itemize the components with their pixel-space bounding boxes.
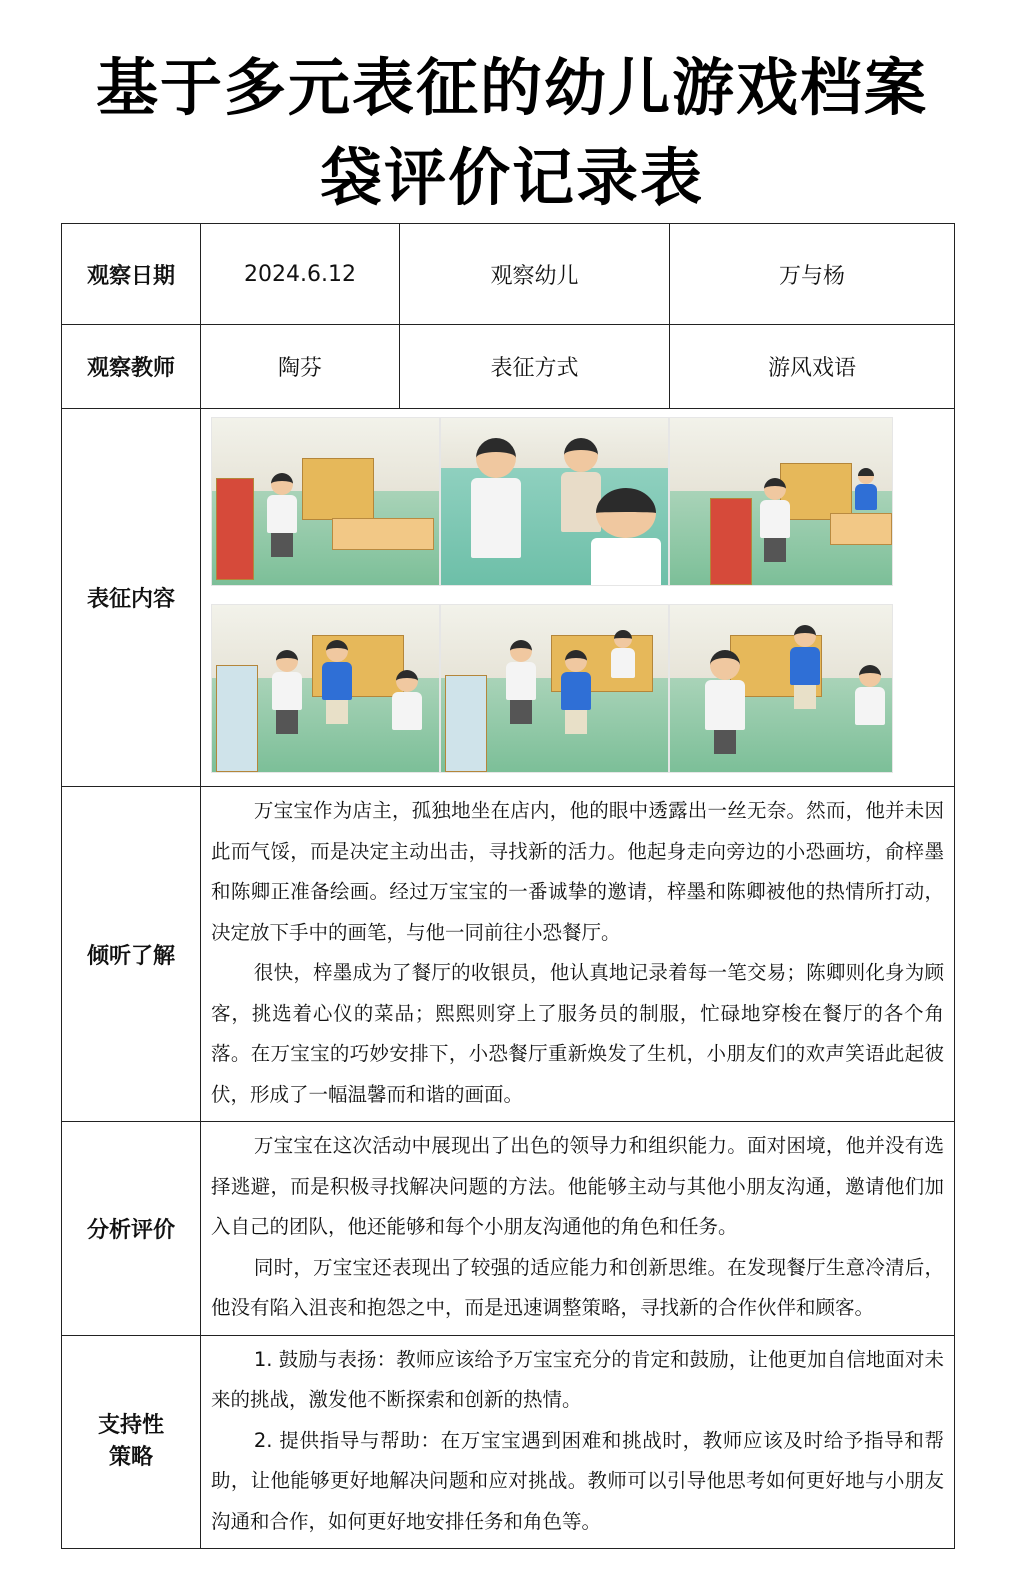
photo-6 (669, 604, 893, 773)
row-date (62, 224, 955, 325)
support-label (62, 1335, 201, 1549)
listening-text (201, 787, 955, 1122)
method-value: 游风戏语 (670, 325, 955, 409)
support-paragraph-1: 1. 鼓励与表扬：教师应该给予万宝宝充分的肯定和鼓励，让他更加自信地面对未来的挑战，激发他不断探索和创新的热情。 (211, 1347, 944, 1411)
photo-3 (669, 417, 893, 586)
row-teacher (62, 325, 955, 409)
page-title-line1: 基于多元表征的幼儿游戏档案 (95, 51, 928, 124)
photo-cell (201, 409, 955, 787)
date-value: 2024.6.12 (201, 224, 400, 325)
photo-5 (440, 604, 669, 773)
analysis-paragraph-2: 同时，万宝宝还表现出了较强的适应能力和创新思维。在发现餐厅生意冷清后，他没有陷入沮丧和抱怨之中，而是迅速调整策略，寻找新的合作伙伴和顾客。 (211, 1255, 944, 1319)
row-representation (62, 409, 955, 787)
method-label: 表征方式 (400, 325, 670, 409)
photo-1 (211, 417, 440, 586)
page-title-line2: 袋评价记录表 (319, 141, 704, 214)
listening-paragraph-2: 很快，梓墨成为了餐厅的收银员，他认真地记录着每一笔交易；陈卿则化身为顾客，挑选着心仪的菜品；熙熙则穿上了服务员的制服，忙碌地穿梭在餐厅的各个角落。在万宝宝的巧妙安排下，小恐餐厅重新焕发了生机，小朋友们的欢声笑语此起彼伏，形成了一幅温馨而和谐的画面。 (211, 961, 944, 1106)
listening-label: 倾听了解 (62, 787, 201, 1122)
teacher-value: 陶芬 (201, 325, 400, 409)
photo-2 (440, 417, 669, 586)
photo-grid (201, 409, 954, 782)
photo-4 (211, 604, 440, 773)
teacher-label: 观察教师 (62, 325, 201, 409)
child-label: 观察幼儿 (400, 224, 670, 325)
representation-label: 表征内容 (62, 409, 201, 787)
support-label-line2: 策略 (108, 1444, 153, 1470)
row-support (62, 1335, 955, 1549)
child-value: 万与杨 (670, 224, 955, 325)
support-paragraph-2: 2. 提供指导与帮助：在万宝宝遇到困难和挑战时，教师应该及时给予指导和帮助，让他能够更好地解决问题和应对挑战。教师可以引导他思考如何更好地与小朋友沟通和合作，如何更好地安排任务和角色等。 (211, 1428, 944, 1533)
date-label: 观察日期 (62, 224, 201, 325)
row-analysis (62, 1122, 955, 1336)
analysis-paragraph-1: 万宝宝在这次活动中展现出了出色的领导力和组织能力。面对困境，他并没有选择逃避，而是积极寻找解决问题的方法。他能够主动与其他小朋友沟通，邀请他们加入自己的团队，他还能够和每个小朋友沟通他的角色和任务。 (211, 1134, 944, 1238)
listening-paragraph-1: 万宝宝作为店主，孤独地坐在店内，他的眼中透露出一丝无奈。然而，他并未因此而气馁，而是决定主动出击，寻找新的活力。他起身走向旁边的小恐画坊，俞梓墨和陈卿正准备绘画。经过万宝宝的一番诚挚的邀请，梓墨和陈卿被他的热情所打动，决定放下手中的画笔，与他一同前往小恐餐厅。 (211, 799, 944, 944)
row-listening (62, 787, 955, 1122)
record-table (61, 223, 955, 1549)
analysis-text (201, 1122, 955, 1336)
analysis-label: 分析评价 (62, 1122, 201, 1336)
support-label-line1: 支持性 (97, 1412, 164, 1438)
support-text (201, 1335, 955, 1549)
